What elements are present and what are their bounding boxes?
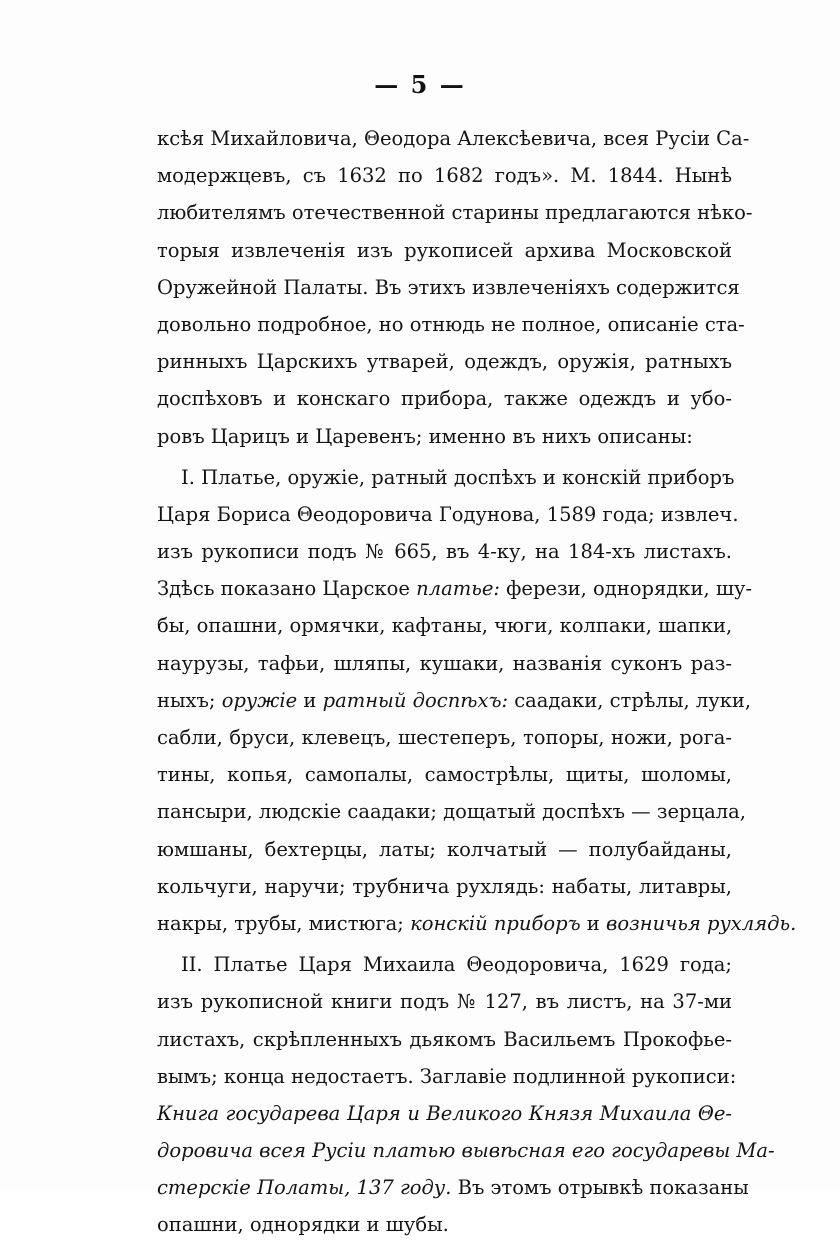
body-text: [157, 120, 797, 1244]
text-line: юмшаны, бехтерцы, латы; колчатый — полубайданы,: [157, 837, 732, 861]
text-span: Въ этомъ отрывкѣ показаны: [451, 1176, 749, 1200]
text-line: наурузы, тафьи, шляпы, кушаки, названія суконъ раз-: [157, 651, 732, 675]
text-line: доспѣховъ и конскаго прибора, также одеждъ и убо-: [157, 387, 732, 411]
text-line: сабли, бруси, клевецъ, шестеперъ, топоры, ножи, рога-: [157, 726, 732, 749]
text-line: тины, копья, самопалы, самострѣлы, щиты, шоломы,: [157, 763, 732, 787]
text-line: кольчуги, наручи; трубнича рухлядь: набаты, литавры,: [157, 874, 732, 898]
text-span: ныхъ;: [157, 688, 222, 712]
text-span: саадаки, стрѣлы, луки,: [508, 688, 752, 712]
italic-line: доровича всея Русіи платью вывѣсная его государевы Ма-: [157, 1139, 775, 1163]
text-line: ринныхъ Царскихъ утварей, одеждъ, оружія, ратныхъ: [157, 350, 732, 374]
text-line: Царя Бориса Θеодоровича Годунова, 1589 года; извлеч.: [157, 502, 739, 526]
text-line: листахъ, скрѣпленныхъ дьякомъ Васильемъ Прокофье-: [157, 1027, 732, 1051]
text-line: изъ рукописи подъ № 665, въ 4-ку, на 184-хъ листахъ.: [157, 540, 732, 564]
italic-line: Книга государева Царя и Великого Князя Михаила Θе-: [157, 1101, 732, 1125]
text-line: ксѣя Михайловича, Θеодора Алексѣевича, всея Русіи Са-: [157, 127, 750, 150]
text-line: бы, опашни, ормячки, кафтаны, чюги, колпаки, шапки,: [157, 614, 733, 638]
text-line: любителямъ отечественной старины предлагаются нѣко-: [157, 201, 753, 225]
text-line: изъ рукописной книги подъ № 127, въ листъ, на 37-ми: [157, 990, 732, 1014]
text-line: Оружейной Палаты. Въ этихъ извлеченіяхъ содержится: [157, 275, 740, 299]
text-span: ферези, однорядки, шу-: [499, 577, 753, 601]
text-line: довольно подробное, но отнюдь не полное, описаніе ста-: [157, 312, 745, 336]
text-line: модержцевъ, съ 1632 по 1682 годъ». М. 1844. Нынѣ: [157, 164, 732, 188]
italic-text: оружіе: [221, 688, 298, 712]
text-span: и: [297, 688, 323, 712]
italic-text: стерскіе Полаты, 137 году.: [157, 1176, 452, 1200]
text-span: и: [580, 911, 606, 935]
text-line: II. Платье Царя Михаила Θеодоровича, 1629 года;: [181, 953, 732, 977]
text-line: торыя извлеченія изъ рукописей архива Московской: [157, 238, 732, 262]
text-line: [157, 570, 753, 607]
text-line: [157, 682, 752, 719]
text-line: опашни, однорядки и шубы.: [157, 1213, 449, 1237]
italic-text: ратный доспѣхъ:: [322, 688, 509, 712]
text-span: накры, трубы, мистюга;: [157, 911, 411, 935]
text-span: Здѣсь показано Царское: [157, 577, 417, 601]
italic-text: конскій приборъ: [410, 911, 581, 935]
text-line: [157, 1169, 749, 1206]
text-line: [157, 905, 797, 942]
italic-text: платье:: [416, 577, 500, 601]
text-line: вымъ; конца недостаетъ. Заглавіе подлинной рукописи:: [157, 1064, 737, 1088]
italic-text: возничья рухлядь.: [606, 911, 797, 935]
text-line: ровъ Царицъ и Царевенъ; именно въ нихъ описаны:: [157, 424, 693, 448]
text-line: I. Платье, оружіе, ратный доспѣхъ и конскій приборъ: [181, 465, 735, 489]
page-number: — 5 —: [374, 70, 466, 99]
text-line: пансыри, людскіе саадаки; дощатый доспѣхъ — зерцала,: [157, 800, 746, 824]
